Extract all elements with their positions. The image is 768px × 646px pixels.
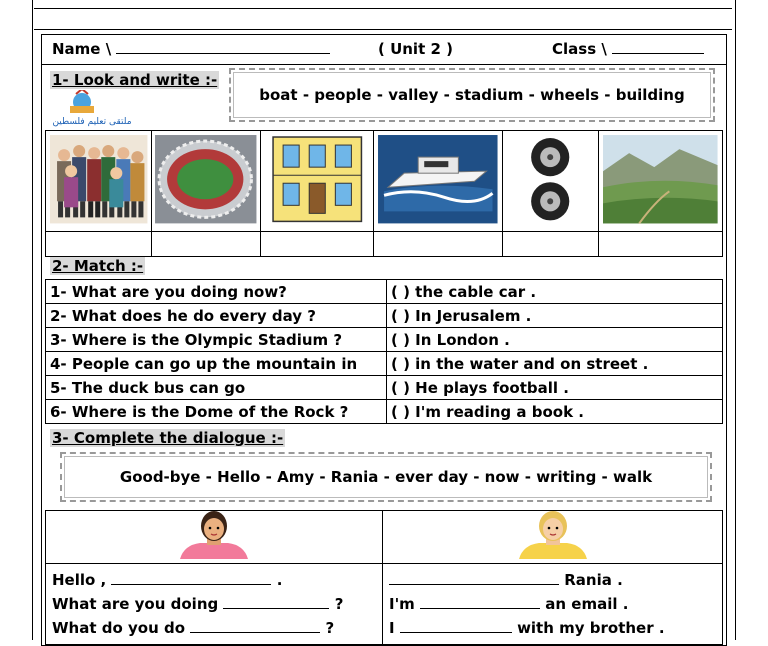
match-left-2: 2- What does he do every day ? [46,304,387,328]
stadium-icon [152,131,259,227]
section2-title: 2- Match :- [52,257,144,275]
class-field[interactable] [552,40,704,58]
building-icon [261,131,374,227]
dialogue-table [45,510,723,645]
boat-icon [374,131,502,227]
picture-cell-people [46,131,152,232]
girl-avatar-icon [174,511,254,559]
class-label: Class \ [552,40,607,58]
picture-cell-building [260,131,374,232]
blank-right-3[interactable] [400,632,512,633]
section1-word-box [229,68,715,122]
answer-cell-3[interactable] [260,232,374,257]
match-left-3: 3- Where is the Olympic Stadium ? [46,328,387,352]
logo [46,90,138,130]
people-icon [46,131,151,227]
picture-cell-stadium [152,131,260,232]
match-left-5: 5- The duck bus can go [46,376,387,400]
name-blank[interactable] [116,53,330,54]
blank-left-3[interactable] [190,632,320,633]
name-field[interactable] [52,40,330,58]
dialogue-left-line-1: Hello , . [52,571,283,589]
blank-left-1[interactable] [111,584,271,585]
blank-right-2[interactable] [420,608,540,609]
picture-cell-wheels [503,131,599,232]
left-dialogue [46,564,383,645]
match-right-2[interactable]: ( ) In Jerusalem . [387,304,723,328]
valley-icon [599,131,722,227]
dialogue-left-line-3: What do you do ? [52,619,335,637]
match-left-4: 4- People can go up the mountain in [46,352,387,376]
top-bar [34,8,732,30]
unit-label: ( Unit 2 ) [378,40,453,58]
dialogue-right-line-3: I with my brother . [389,619,665,637]
answer-cell-5[interactable] [503,232,599,257]
section3-title: 3- Complete the dialogue :- [52,429,284,447]
dialogue-left-line-2: What are you doing ? [52,595,344,613]
header-divider [41,64,727,65]
section1-title: 1- Look and write :- [52,71,218,89]
dialogue-right-line-2: I'm an email . [389,595,629,613]
section3-word-box [60,452,712,502]
wheels-icon [503,131,598,227]
blank-left-2[interactable] [223,608,329,609]
boy-cell [383,511,723,564]
match-table [45,279,723,424]
picture-cell-boat [374,131,503,232]
logo-text: ملتقى تعليم فلسطين [52,117,132,127]
answer-cell-1[interactable] [46,232,152,257]
match-right-5[interactable]: ( ) He plays football . [387,376,723,400]
picture-cell-valley [599,131,723,232]
answer-cell-6[interactable] [599,232,723,257]
right-dialogue [383,564,723,645]
answer-cell-4[interactable] [374,232,503,257]
blank-right-1[interactable] [389,584,559,585]
girl-cell [46,511,383,564]
section1-words: boat - people - valley - stadium - wheels - building [259,86,685,104]
name-label: Name \ [52,40,112,58]
class-blank[interactable] [612,53,704,54]
section3-words: Good-bye - Hello - Amy - Rania - ever day - now - writing - walk [119,468,653,486]
match-right-1[interactable]: ( ) the cable car . [387,280,723,304]
match-right-3[interactable]: ( ) In London . [387,328,723,352]
match-right-4[interactable]: ( ) in the water and on street . [387,352,723,376]
answer-cell-2[interactable] [152,232,260,257]
match-right-6[interactable]: ( ) I'm reading a book . [387,400,723,424]
match-left-1: 1- What are you doing now? [46,280,387,304]
match-left-6: 6- Where is the Dome of the Rock ? [46,400,387,424]
girl-blonde-avatar-icon [513,511,593,559]
dialogue-right-line-1: Rania . [389,568,716,592]
picture-grid [45,130,723,257]
